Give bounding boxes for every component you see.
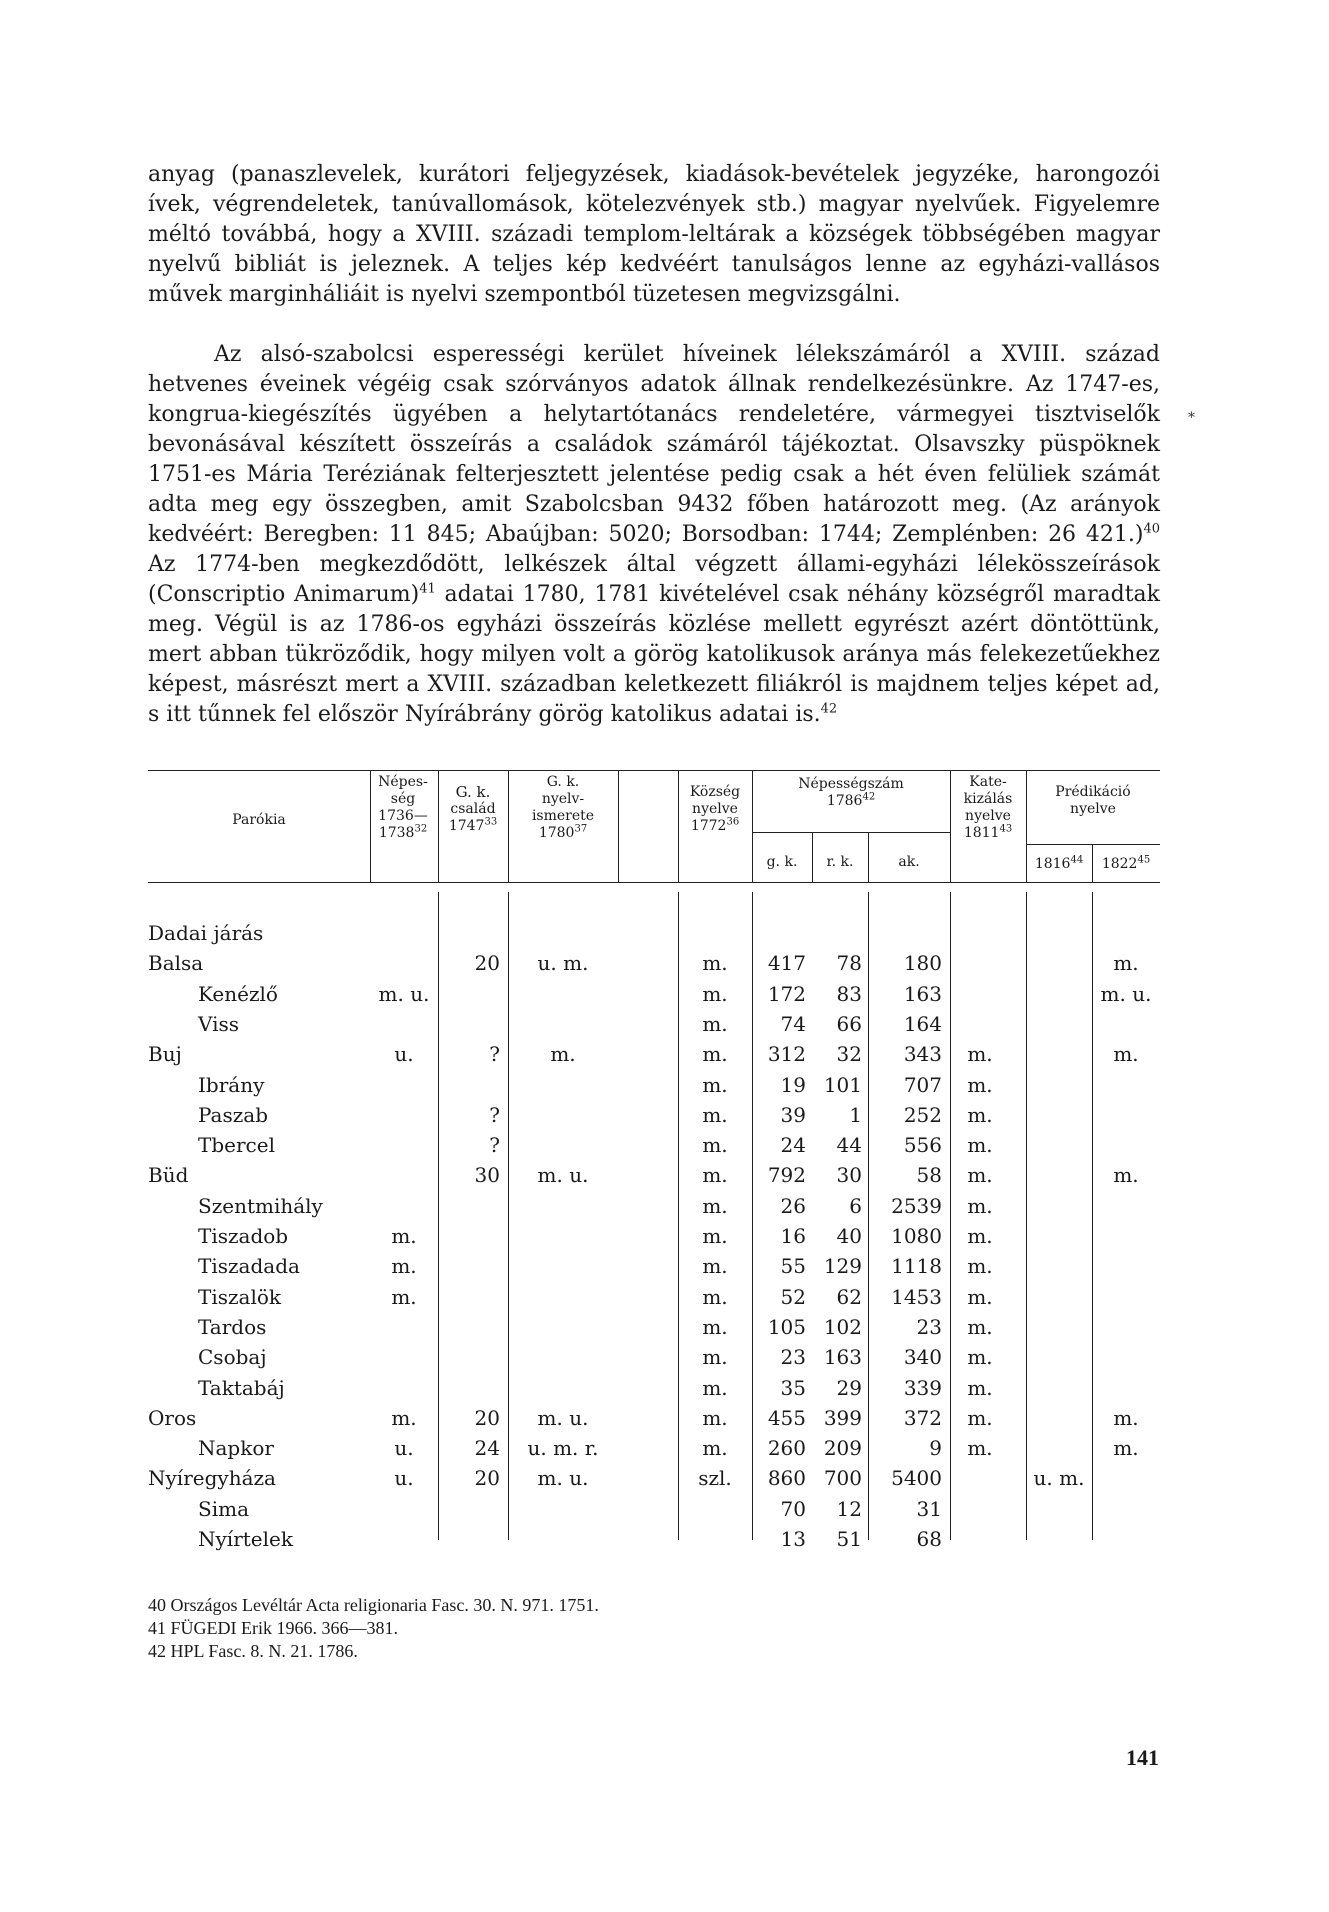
cell-gk-nyelvismerete: m. u. xyxy=(537,1466,589,1491)
cell-parokia: Büd xyxy=(148,1163,189,1188)
cell-predik-1822 xyxy=(1092,1463,1160,1493)
cell-nepesseg: u. xyxy=(394,1466,414,1491)
header-predik-1816: 1816$^{44}$ xyxy=(1034,854,1084,872)
cell-gk-csalad xyxy=(438,1373,500,1403)
cell-predik-1816 xyxy=(1026,1373,1092,1403)
vline xyxy=(438,770,439,882)
cell-gk-csalad xyxy=(438,979,500,1009)
cell-predik-1822 xyxy=(1092,1373,1160,1403)
table-row xyxy=(148,1494,1160,1524)
cell-parokia: Tbercel xyxy=(198,1133,275,1158)
cell-ak: 2539 xyxy=(891,1193,942,1218)
cell-katekizalas: m. xyxy=(967,1345,993,1370)
cell-rk: 102 xyxy=(823,1314,862,1339)
cell-katekizalas xyxy=(950,1009,1010,1039)
vline xyxy=(370,770,371,882)
cell-parokia: Ibrány xyxy=(198,1072,265,1097)
cell-nepesseg xyxy=(370,1342,438,1372)
cell-predik-1816 xyxy=(1026,918,1092,948)
cell-gk-csalad: ? xyxy=(489,1042,500,1067)
cell-predik-1816 xyxy=(1026,1312,1092,1342)
cell-nepesseg xyxy=(370,1009,438,1039)
cell-predik-1822 xyxy=(1092,918,1160,948)
cell-nepesseg xyxy=(370,1160,438,1190)
cell-nepesseg: m. xyxy=(391,1254,417,1279)
cell-gk-nyelvismerete: u. m. r. xyxy=(527,1436,599,1461)
paragraph-2-part-3: adatai 1780, 1781 kivételével csak néhány községről maradtak meg. Végül is az 1786-os egyházi összeírás közlése mellett egyrészt azért döntöttünk, mert abban tükröződik, hogy milyen volt a görög katolikusok aránya más felekezetűekhez képest, másrészt mert a XVIII. században keletkezett filiákról is majdnem teljes képet ad, s itt tűnnek fel először Nyírábrány görög katolikus adatai is. xyxy=(148,582,1160,727)
header-gk-nyelvismerete: G. k. nyelv- ismerete 1780$^{37}$ xyxy=(531,774,595,841)
table-row xyxy=(148,1403,1160,1433)
cell-kozseg-nyelve xyxy=(678,1524,752,1554)
cell-predik-1822: m. u. xyxy=(1100,981,1152,1006)
table-row xyxy=(148,1191,1160,1221)
cell-katekizalas: m. xyxy=(967,1133,993,1158)
cell-gk-nyelvismerete xyxy=(508,1373,618,1403)
footnote-42: 42 HPL Fasc. 8. N. 21. 1786. xyxy=(148,1641,358,1661)
cell-nepesseg: m. xyxy=(391,1284,417,1309)
cell-predik-1816 xyxy=(1026,1221,1092,1251)
vline xyxy=(950,770,951,882)
header-gk-csalad: G. k. család 1747$^{33}$ xyxy=(448,783,498,834)
cell-gk: 74 xyxy=(780,1011,806,1036)
cell-gk-csalad: ? xyxy=(489,1133,500,1158)
cell-gk-nyelvismerete xyxy=(508,1312,618,1342)
cell-predik-1816 xyxy=(1026,1039,1092,1069)
cell-parokia: Tiszadada xyxy=(198,1254,300,1279)
cell-nepesseg xyxy=(370,1191,438,1221)
cell-gk-csalad xyxy=(438,1282,500,1312)
table-row xyxy=(148,1160,1160,1190)
parish-table xyxy=(148,770,1160,1550)
cell-katekizalas: m. xyxy=(967,1072,993,1097)
cell-katekizalas xyxy=(950,1524,1010,1554)
cell-parokia: Paszab xyxy=(198,1102,269,1127)
cell-predik-1816 xyxy=(1026,1100,1092,1130)
footnote-ref-41: 41 xyxy=(419,581,436,597)
cell-gk-csalad: 20 xyxy=(474,1466,500,1491)
cell-predik-1822 xyxy=(1092,1524,1160,1554)
vline xyxy=(1092,844,1093,882)
paragraph-2-part-1: Az alsó-szabolcsi esperességi kerület híveinek lélekszámáról a XVIII. század hetvenes éveinek végéig csak szórványos adatok állnak rendelkezésünkre. Az 1747-es, kongrua-kiegészítés ügyében a helytartótanács rendeletére, vármegyei tisztviselők bevonásával készített összeírás a családok számáról tájékoztat. Olsavszky püspöknek 1751-es Mária Teréziának felterjesztett jelentése pedig csak a hét éven felüliek számát adta meg egy összegben, amit Szabolcsban 9432 főben határozott meg. (Az arányok kedvéért: Beregben: 11 845; Abaújban: 5020; Borsodban: 1744; Zemplénben: 26 421.) xyxy=(148,342,1160,547)
cell-kozseg-nyelve: szl. xyxy=(698,1466,732,1491)
cell-parokia: Napkor xyxy=(198,1436,274,1461)
cell-rk: 51 xyxy=(836,1527,862,1551)
cell-kozseg-nyelve xyxy=(678,918,752,948)
vline xyxy=(508,770,509,882)
cell-ak: 9 xyxy=(929,1436,942,1461)
header-katekizalas: Kate- kizálás nyelve 1811$^{43}$ xyxy=(963,774,1013,841)
cell-kozseg-nyelve: m. xyxy=(702,1254,728,1279)
cell-rk: 30 xyxy=(836,1163,862,1188)
cell-katekizalas: m. xyxy=(967,1375,993,1400)
cell-ak: 340 xyxy=(903,1345,942,1370)
cell-katekizalas: m. xyxy=(967,1314,993,1339)
cell-predik-1822 xyxy=(1092,1100,1160,1130)
cell-predik-1816 xyxy=(1026,1130,1092,1160)
cell-predik-1816 xyxy=(1026,1524,1092,1554)
cell-katekizalas: m. xyxy=(967,1193,993,1218)
margin-mark: * xyxy=(1188,410,1195,426)
cell-parokia: Nyíregyháza xyxy=(148,1466,276,1491)
cell-katekizalas: m. xyxy=(967,1436,993,1461)
cell-gk-nyelvismerete xyxy=(508,1100,618,1130)
vline xyxy=(752,770,753,882)
table-row xyxy=(148,979,1160,1009)
cell-predik-1822 xyxy=(1092,1221,1160,1251)
cell-kozseg-nyelve: m. xyxy=(702,1042,728,1067)
cell-katekizalas: m. xyxy=(967,1405,993,1430)
cell-gk-csalad xyxy=(438,1251,500,1281)
cell-nepesseg xyxy=(370,1494,438,1524)
table-row xyxy=(148,918,1160,948)
table-row xyxy=(148,1342,1160,1372)
cell-predik-1822: m. xyxy=(1113,1436,1139,1461)
header-kozseg-nyelve: Község nyelve 1772$^{36}$ xyxy=(689,784,741,834)
vline xyxy=(678,770,679,882)
cell-gk-nyelvismerete: m. xyxy=(550,1042,576,1067)
cell-rk: 399 xyxy=(823,1405,862,1430)
cell-rk: 12 xyxy=(836,1496,862,1521)
cell-ak: 58 xyxy=(916,1163,942,1188)
cell-ak: 68 xyxy=(916,1527,942,1551)
cell-gk: 70 xyxy=(780,1496,806,1521)
cell-kozseg-nyelve: m. xyxy=(702,1193,728,1218)
cell-predik-1822 xyxy=(1092,1342,1160,1372)
header-predik-1822: 1822$^{45}$ xyxy=(1101,854,1151,872)
cell-ak: 339 xyxy=(903,1375,942,1400)
cell-ak: 164 xyxy=(903,1011,942,1036)
cell-predik-1822 xyxy=(1092,1251,1160,1281)
table-row xyxy=(148,1070,1160,1100)
cell-gk-csalad: 24 xyxy=(474,1436,500,1461)
vline xyxy=(812,832,813,882)
cell-gk: 417 xyxy=(767,951,806,976)
cell-predik-1816 xyxy=(1026,1191,1092,1221)
cell-kozseg-nyelve: m. xyxy=(702,1375,728,1400)
cell-predik-1816 xyxy=(1026,1433,1092,1463)
cell-rk: 1 xyxy=(849,1102,862,1127)
cell-ak: 1118 xyxy=(891,1254,942,1279)
cell-gk-nyelvismerete xyxy=(508,1342,618,1372)
cell-gk-nyelvismerete xyxy=(508,1070,618,1100)
cell-nepesseg: u. xyxy=(394,1042,414,1067)
cell-gk-nyelvismerete xyxy=(508,1221,618,1251)
paragraph-2 xyxy=(148,340,1160,730)
cell-predik-1816 xyxy=(1026,1342,1092,1372)
cell-kozseg-nyelve: m. xyxy=(702,1133,728,1158)
nepessegszam-subrule xyxy=(752,832,950,833)
cell-gk-nyelvismerete xyxy=(508,1282,618,1312)
cell-parokia: Taktabáj xyxy=(198,1375,285,1400)
footnote-41: 41 FÜGEDI Erik 1966. 366—381. xyxy=(148,1618,398,1638)
cell-parokia: Balsa xyxy=(148,951,204,976)
cell-parokia: Nyírtelek xyxy=(198,1527,293,1551)
cell-gk: 172 xyxy=(767,981,806,1006)
cell-predik-1822 xyxy=(1092,1130,1160,1160)
vline xyxy=(618,770,619,882)
cell-gk-csalad xyxy=(438,918,500,948)
cell-gk: 52 xyxy=(780,1284,806,1309)
cell-gk-csalad xyxy=(438,1312,500,1342)
cell-parokia: Csobaj xyxy=(198,1345,267,1370)
cell-predik-1822 xyxy=(1092,1282,1160,1312)
cell-rk: 101 xyxy=(823,1072,862,1097)
cell-gk: 39 xyxy=(780,1102,806,1127)
cell-predik-1822 xyxy=(1092,1191,1160,1221)
cell-gk: 455 xyxy=(767,1405,806,1430)
cell-gk-csalad xyxy=(438,1221,500,1251)
vline xyxy=(868,832,869,882)
cell-rk: 66 xyxy=(836,1011,862,1036)
header-gk: g. k. xyxy=(766,854,798,870)
cell-kozseg-nyelve: m. xyxy=(702,981,728,1006)
cell-nepesseg xyxy=(370,1070,438,1100)
paragraph-2-part-2: Az 1774-ben megkezdődött, lelkészek által végzett állami-egyházi lélekösszeírások (Conscriptio Animarum) xyxy=(148,552,1160,607)
cell-katekizalas: m. xyxy=(967,1254,993,1279)
cell-kozseg-nyelve: m. xyxy=(702,1405,728,1430)
cell-predik-1822: m. xyxy=(1113,1163,1139,1188)
cell-nepesseg xyxy=(370,948,438,978)
header-nepessegszam: Népességszám 1786$^{42}$ xyxy=(798,776,904,809)
cell-rk: 40 xyxy=(836,1224,862,1248)
cell-rk: 32 xyxy=(836,1042,862,1067)
page-number: 141 xyxy=(1126,1745,1159,1770)
cell-rk: 62 xyxy=(836,1284,862,1309)
header-predikacio: Prédikáció nyelve xyxy=(1055,784,1131,817)
cell-parokia: Dadai járás xyxy=(148,921,264,945)
cell-kozseg-nyelve: m. xyxy=(702,1224,728,1248)
cell-katekizalas xyxy=(950,918,1010,948)
cell-rk: 129 xyxy=(823,1254,862,1279)
cell-parokia: Sima xyxy=(198,1496,249,1521)
cell-predik-1816 xyxy=(1026,1070,1092,1100)
cell-gk: 860 xyxy=(767,1466,806,1491)
cell-predik-1822 xyxy=(1092,1009,1160,1039)
cell-predik-1816 xyxy=(1026,1251,1092,1281)
cell-nepesseg xyxy=(370,1524,438,1554)
cell-predik-1822: m. xyxy=(1113,1405,1139,1430)
cell-gk: 13 xyxy=(780,1527,806,1551)
cell-parokia: Buj xyxy=(148,1042,182,1067)
cell-nepesseg xyxy=(370,1373,438,1403)
table-row xyxy=(148,1524,1160,1554)
cell-parokia: Kenézlő xyxy=(198,981,278,1006)
cell-rk: 83 xyxy=(836,981,862,1006)
cell-ak: 372 xyxy=(903,1405,942,1430)
cell-parokia: Viss xyxy=(198,1011,240,1036)
header-parokia: Parókia xyxy=(232,812,286,828)
cell-gk: 55 xyxy=(780,1254,806,1279)
cell-katekizalas: m. xyxy=(967,1102,993,1127)
table-row xyxy=(148,1312,1160,1342)
cell-gk: 312 xyxy=(767,1042,806,1067)
cell-ak: 23 xyxy=(916,1314,942,1339)
cell-gk-nyelvismerete xyxy=(508,1494,618,1524)
cell-katekizalas xyxy=(950,1463,1010,1493)
cell-gk-nyelvismerete xyxy=(508,1130,618,1160)
table-row xyxy=(148,1373,1160,1403)
cell-gk: 26 xyxy=(780,1193,806,1218)
table-row xyxy=(148,948,1160,978)
cell-predik-1816 xyxy=(1026,1494,1092,1524)
cell-kozseg-nyelve: m. xyxy=(702,1436,728,1461)
cell-parokia: Oros xyxy=(148,1405,197,1430)
cell-predik-1822: m. xyxy=(1113,951,1139,976)
cell-gk-nyelvismerete xyxy=(508,1251,618,1281)
cell-gk-csalad xyxy=(438,1191,500,1221)
cell-parokia: Szentmihály xyxy=(198,1193,323,1218)
cell-predik-1822 xyxy=(1092,1070,1160,1100)
table-top-rule xyxy=(148,770,1160,771)
table-row xyxy=(148,1463,1160,1493)
cell-kozseg-nyelve: m. xyxy=(702,1345,728,1370)
cell-gk-nyelvismerete: m. u. xyxy=(537,1163,589,1188)
cell-katekizalas xyxy=(950,979,1010,1009)
cell-parokia: Tiszalök xyxy=(198,1284,282,1309)
cell-kozseg-nyelve xyxy=(678,1494,752,1524)
cell-nepesseg xyxy=(370,1100,438,1130)
cell-predik-1816 xyxy=(1026,979,1092,1009)
paragraph-1: anyag (panaszlevelek, kurátori feljegyzések, kiadások-bevételek jegyzéke, harongozói ívek, végrendeletek, tanúvallomások, kötelezvények stb.) magyar nyelvűek. Figyelemre méltó továbbá, hogy a XVIII. századi templom-leltárak a községek többségében magyar nyelvű bibliát is jeleznek. A teljes kép kedvéért tanulságos lenne az egyházi-vallásos művek marginháliáit is nyelvi szempontból tüzetesen megvizsgálni. xyxy=(148,162,1160,307)
cell-kozseg-nyelve: m. xyxy=(702,1284,728,1309)
cell-nepesseg xyxy=(370,918,438,948)
cell-katekizalas: m. xyxy=(967,1042,993,1067)
cell-ak: 556 xyxy=(903,1133,942,1158)
cell-predik-1816 xyxy=(1026,1160,1092,1190)
cell-predik-1822 xyxy=(1092,1494,1160,1524)
cell-katekizalas xyxy=(950,1494,1010,1524)
cell-kozseg-nyelve: m. xyxy=(702,1072,728,1097)
cell-nepesseg xyxy=(370,1130,438,1160)
cell-gk-csalad xyxy=(438,1070,500,1100)
footnote-ref-40: 40 xyxy=(1143,521,1160,537)
cell-katekizalas xyxy=(950,948,1010,978)
cell-gk: 105 xyxy=(767,1314,806,1339)
cell-predik-1822: m. xyxy=(1113,1042,1139,1067)
cell-ak: 252 xyxy=(903,1102,942,1127)
cell-katekizalas: m. xyxy=(967,1224,993,1248)
cell-gk-csalad xyxy=(438,1009,500,1039)
cell-gk-csalad: 30 xyxy=(474,1163,500,1188)
table-row xyxy=(148,1130,1160,1160)
cell-gk-csalad xyxy=(438,1342,500,1372)
cell-predik-1816 xyxy=(1026,948,1092,978)
table-row xyxy=(148,1251,1160,1281)
cell-predik-1816 xyxy=(1026,1282,1092,1312)
cell-ak: 31 xyxy=(916,1496,942,1521)
cell-gk-csalad: 20 xyxy=(474,951,500,976)
cell-nepesseg: m. xyxy=(391,1224,417,1248)
cell-kozseg-nyelve: m. xyxy=(702,1102,728,1127)
table-row xyxy=(148,1039,1160,1069)
table-row xyxy=(148,1433,1160,1463)
predikacio-subrule xyxy=(1026,844,1160,845)
cell-gk-csalad: ? xyxy=(489,1102,500,1127)
cell-kozseg-nyelve: m. xyxy=(702,1163,728,1188)
table-header-rule xyxy=(148,882,1160,883)
cell-rk: 209 xyxy=(823,1436,862,1461)
cell-rk: 700 xyxy=(823,1466,862,1491)
cell-gk: 24 xyxy=(780,1133,806,1158)
cell-rk: 29 xyxy=(836,1375,862,1400)
cell-gk-csalad: 20 xyxy=(474,1405,500,1430)
cell-rk xyxy=(812,918,862,948)
footnote-ref-42: 42 xyxy=(820,701,838,717)
cell-nepesseg xyxy=(370,1312,438,1342)
cell-kozseg-nyelve: m. xyxy=(702,1314,728,1339)
table-row xyxy=(148,1009,1160,1039)
cell-nepesseg: m. xyxy=(391,1405,417,1430)
header-ak: ak. xyxy=(898,854,920,870)
cell-parokia: Tardos xyxy=(198,1314,267,1339)
cell-gk: 16 xyxy=(780,1224,806,1248)
cell-gk: 19 xyxy=(780,1072,806,1097)
cell-gk-nyelvismerete xyxy=(508,979,618,1009)
vline xyxy=(1026,770,1027,882)
header-rk: r. k. xyxy=(826,854,854,870)
cell-predik-1822 xyxy=(1092,1312,1160,1342)
cell-gk xyxy=(752,918,806,948)
cell-rk: 44 xyxy=(836,1133,862,1158)
cell-ak xyxy=(868,918,942,948)
cell-gk-nyelvismerete xyxy=(508,918,618,948)
cell-nepesseg: m. u. xyxy=(378,981,430,1006)
cell-nepesseg: u. xyxy=(394,1436,414,1461)
cell-predik-1816 xyxy=(1026,1403,1092,1433)
cell-gk-nyelvismerete xyxy=(508,1191,618,1221)
cell-gk: 23 xyxy=(780,1345,806,1370)
footnote-40: 40 Országos Levéltár Acta religionaria Fasc. 30. N. 971. 1751. xyxy=(148,1595,599,1615)
cell-rk: 163 xyxy=(823,1345,862,1370)
cell-rk: 78 xyxy=(836,951,862,976)
table-row xyxy=(148,1100,1160,1130)
cell-predik-1816: u. m. xyxy=(1033,1466,1085,1491)
cell-gk-csalad xyxy=(438,1524,500,1554)
table-row xyxy=(148,1221,1160,1251)
cell-ak: 1080 xyxy=(891,1224,942,1248)
cell-ak: 1453 xyxy=(891,1284,942,1309)
cell-kozseg-nyelve: m. xyxy=(702,951,728,976)
cell-ak: 343 xyxy=(903,1042,942,1067)
table-row xyxy=(148,1282,1160,1312)
header-nepesseg: Népes- ség 1736— 1738$^{32}$ xyxy=(378,774,428,841)
cell-gk-csalad xyxy=(438,1494,500,1524)
cell-rk: 6 xyxy=(849,1193,862,1218)
cell-predik-1816 xyxy=(1026,1009,1092,1039)
cell-ak: 163 xyxy=(903,981,942,1006)
cell-gk: 792 xyxy=(767,1163,806,1188)
cell-gk-nyelvismerete: m. u. xyxy=(537,1405,589,1430)
cell-gk-nyelvismerete xyxy=(508,1524,618,1554)
cell-ak: 707 xyxy=(903,1072,942,1097)
cell-ak: 5400 xyxy=(891,1466,942,1491)
cell-katekizalas: m. xyxy=(967,1284,993,1309)
cell-katekizalas: m. xyxy=(967,1163,993,1188)
cell-kozseg-nyelve: m. xyxy=(702,1011,728,1036)
cell-gk: 35 xyxy=(780,1375,806,1400)
cell-ak: 180 xyxy=(903,951,942,976)
cell-parokia: Tiszadob xyxy=(198,1224,289,1248)
cell-gk: 260 xyxy=(767,1436,806,1461)
cell-gk-nyelvismerete: u. m. xyxy=(537,951,589,976)
cell-gk-nyelvismerete xyxy=(508,1009,618,1039)
